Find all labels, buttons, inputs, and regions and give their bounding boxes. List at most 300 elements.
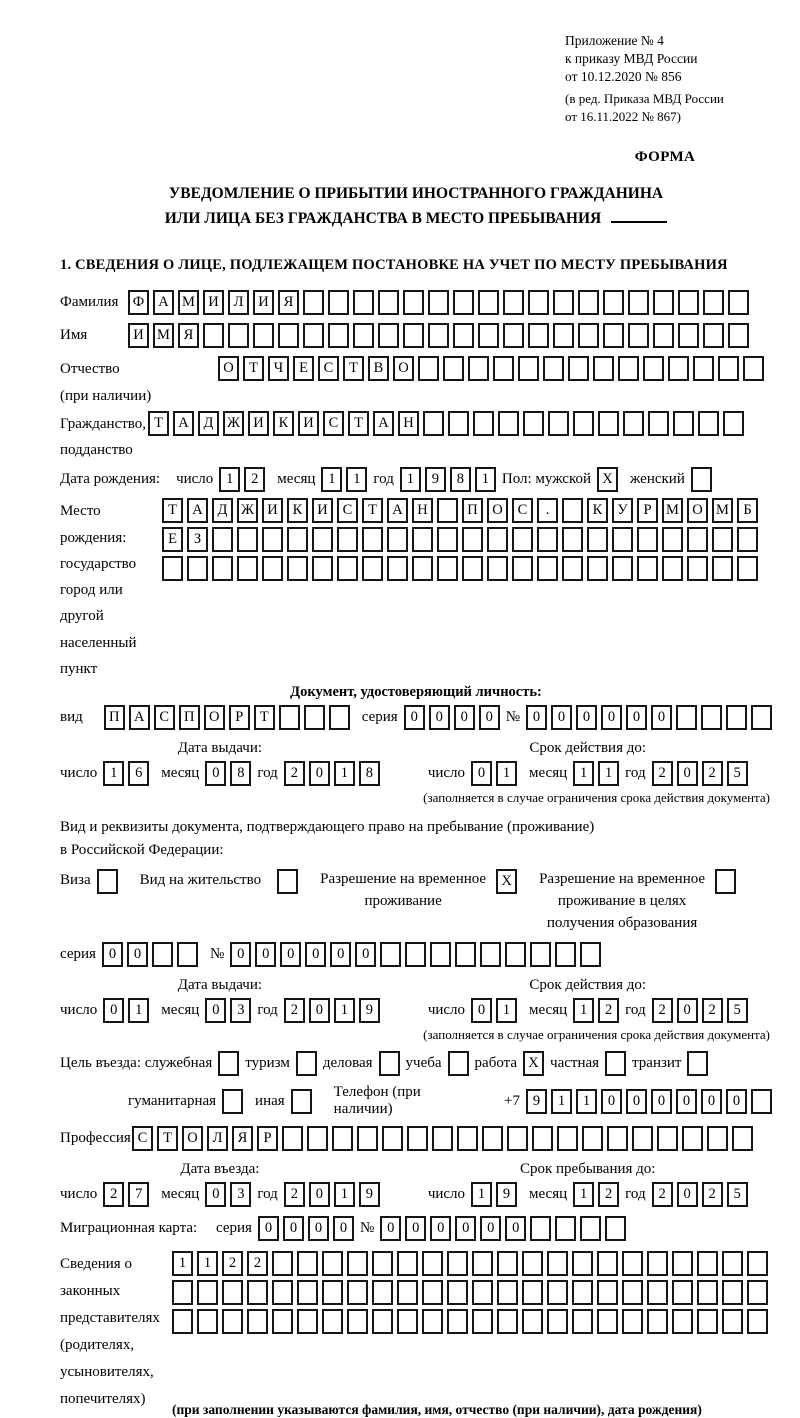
- char-cell[interactable]: 0: [308, 1216, 329, 1241]
- char-cell[interactable]: 1: [576, 1089, 597, 1114]
- char-cell[interactable]: [197, 1280, 218, 1305]
- char-cell[interactable]: И: [312, 498, 333, 523]
- char-cell[interactable]: [722, 1251, 743, 1276]
- char-cell[interactable]: П: [462, 498, 483, 523]
- char-cell[interactable]: [548, 411, 569, 436]
- char-cell[interactable]: 1: [400, 467, 421, 492]
- char-cell[interactable]: [203, 323, 224, 348]
- char-cell[interactable]: 0: [333, 1216, 354, 1241]
- char-cell[interactable]: [462, 556, 483, 581]
- char-cell[interactable]: 2: [222, 1251, 243, 1276]
- char-cell[interactable]: [678, 323, 699, 348]
- char-cell[interactable]: [628, 290, 649, 315]
- char-cell[interactable]: 0: [726, 1089, 747, 1114]
- char-cell[interactable]: 0: [280, 942, 301, 967]
- char-cell[interactable]: 0: [103, 998, 124, 1023]
- char-cell[interactable]: 2: [103, 1182, 124, 1207]
- char-cell[interactable]: [718, 356, 739, 381]
- char-cell[interactable]: 1: [172, 1251, 193, 1276]
- checkbox-cell[interactable]: [715, 869, 736, 894]
- char-cell[interactable]: [412, 527, 433, 552]
- char-cell[interactable]: Т: [148, 411, 169, 436]
- char-cell[interactable]: [697, 1309, 718, 1334]
- char-cell[interactable]: 1: [346, 467, 367, 492]
- char-cell[interactable]: [505, 942, 526, 967]
- char-cell[interactable]: А: [373, 411, 394, 436]
- char-cell[interactable]: 5: [727, 998, 748, 1023]
- char-cell[interactable]: 2: [284, 998, 305, 1023]
- char-cell[interactable]: [382, 1126, 403, 1151]
- char-cell[interactable]: [518, 356, 539, 381]
- char-cell[interactable]: [362, 556, 383, 581]
- char-cell[interactable]: [272, 1251, 293, 1276]
- char-cell[interactable]: [437, 498, 458, 523]
- char-cell[interactable]: 8: [359, 761, 380, 786]
- char-cell[interactable]: 0: [205, 998, 226, 1023]
- char-cell[interactable]: Т: [254, 705, 275, 730]
- char-cell[interactable]: [557, 1126, 578, 1151]
- char-cell[interactable]: Я: [232, 1126, 253, 1151]
- char-cell[interactable]: Н: [412, 498, 433, 523]
- char-cell[interactable]: 0: [309, 998, 330, 1023]
- char-cell[interactable]: 2: [244, 467, 265, 492]
- char-cell[interactable]: 0: [471, 998, 492, 1023]
- char-cell[interactable]: [303, 290, 324, 315]
- char-cell[interactable]: 0: [230, 942, 251, 967]
- char-cell[interactable]: [532, 1126, 553, 1151]
- char-cell[interactable]: О: [393, 356, 414, 381]
- checkbox-cell[interactable]: [97, 869, 118, 894]
- checkbox-cell[interactable]: [222, 1089, 243, 1114]
- char-cell[interactable]: И: [262, 498, 283, 523]
- char-cell[interactable]: А: [129, 705, 150, 730]
- char-cell[interactable]: 0: [258, 1216, 279, 1241]
- char-cell[interactable]: [503, 323, 524, 348]
- char-cell[interactable]: [478, 323, 499, 348]
- char-cell[interactable]: К: [587, 498, 608, 523]
- char-cell[interactable]: 0: [102, 942, 123, 967]
- char-cell[interactable]: 0: [305, 942, 326, 967]
- char-cell[interactable]: [362, 527, 383, 552]
- char-cell[interactable]: 1: [573, 998, 594, 1023]
- char-cell[interactable]: 9: [359, 1182, 380, 1207]
- char-cell[interactable]: [698, 411, 719, 436]
- char-cell[interactable]: [528, 323, 549, 348]
- char-cell[interactable]: П: [104, 705, 125, 730]
- char-cell[interactable]: [737, 527, 758, 552]
- char-cell[interactable]: [328, 323, 349, 348]
- char-cell[interactable]: [453, 290, 474, 315]
- checkbox-cell[interactable]: [277, 869, 298, 894]
- char-cell[interactable]: [572, 1280, 593, 1305]
- char-cell[interactable]: [378, 290, 399, 315]
- char-cell[interactable]: [253, 323, 274, 348]
- char-cell[interactable]: [580, 942, 601, 967]
- char-cell[interactable]: 0: [430, 1216, 451, 1241]
- char-cell[interactable]: [418, 356, 439, 381]
- char-cell[interactable]: [597, 1251, 618, 1276]
- char-cell[interactable]: М: [712, 498, 733, 523]
- char-cell[interactable]: [687, 556, 708, 581]
- char-cell[interactable]: [562, 556, 583, 581]
- char-cell[interactable]: [328, 290, 349, 315]
- char-cell[interactable]: 2: [598, 998, 619, 1023]
- char-cell[interactable]: Б: [737, 498, 758, 523]
- char-cell[interactable]: [726, 705, 747, 730]
- char-cell[interactable]: Т: [362, 498, 383, 523]
- char-cell[interactable]: 1: [103, 761, 124, 786]
- char-cell[interactable]: [722, 1309, 743, 1334]
- char-cell[interactable]: [603, 290, 624, 315]
- char-cell[interactable]: [598, 411, 619, 436]
- char-cell[interactable]: 1: [573, 1182, 594, 1207]
- char-cell[interactable]: [222, 1309, 243, 1334]
- char-cell[interactable]: [287, 556, 308, 581]
- char-cell[interactable]: [372, 1309, 393, 1334]
- char-cell[interactable]: 0: [255, 942, 276, 967]
- char-cell[interactable]: [397, 1280, 418, 1305]
- char-cell[interactable]: Ч: [268, 356, 289, 381]
- char-cell[interactable]: 8: [230, 761, 251, 786]
- char-cell[interactable]: [703, 290, 724, 315]
- char-cell[interactable]: 2: [652, 998, 673, 1023]
- char-cell[interactable]: Е: [162, 527, 183, 552]
- char-cell[interactable]: [523, 411, 544, 436]
- char-cell[interactable]: [172, 1280, 193, 1305]
- checkbox-cell[interactable]: [379, 1051, 400, 1076]
- char-cell[interactable]: [612, 527, 633, 552]
- char-cell[interactable]: [512, 556, 533, 581]
- char-cell[interactable]: А: [153, 290, 174, 315]
- char-cell[interactable]: 1: [598, 761, 619, 786]
- char-cell[interactable]: [555, 942, 576, 967]
- char-cell[interactable]: [372, 1251, 393, 1276]
- char-cell[interactable]: [568, 356, 589, 381]
- char-cell[interactable]: [582, 1126, 603, 1151]
- char-cell[interactable]: [282, 1126, 303, 1151]
- char-cell[interactable]: [237, 556, 258, 581]
- char-cell[interactable]: [480, 942, 501, 967]
- char-cell[interactable]: Р: [637, 498, 658, 523]
- char-cell[interactable]: [403, 290, 424, 315]
- char-cell[interactable]: [462, 527, 483, 552]
- char-cell[interactable]: [447, 1280, 468, 1305]
- char-cell[interactable]: О: [218, 356, 239, 381]
- char-cell[interactable]: Т: [157, 1126, 178, 1151]
- char-cell[interactable]: 2: [598, 1182, 619, 1207]
- char-cell[interactable]: [622, 1251, 643, 1276]
- char-cell[interactable]: [472, 1309, 493, 1334]
- char-cell[interactable]: [287, 527, 308, 552]
- char-cell[interactable]: [228, 323, 249, 348]
- char-cell[interactable]: 1: [219, 467, 240, 492]
- char-cell[interactable]: 1: [496, 761, 517, 786]
- char-cell[interactable]: 0: [651, 1089, 672, 1114]
- char-cell[interactable]: [297, 1309, 318, 1334]
- char-cell[interactable]: [712, 556, 733, 581]
- char-cell[interactable]: Н: [398, 411, 419, 436]
- char-cell[interactable]: [297, 1280, 318, 1305]
- char-cell[interactable]: [347, 1251, 368, 1276]
- char-cell[interactable]: [703, 323, 724, 348]
- char-cell[interactable]: [728, 323, 749, 348]
- char-cell[interactable]: 0: [355, 942, 376, 967]
- char-cell[interactable]: 0: [651, 705, 672, 730]
- char-cell[interactable]: [747, 1280, 768, 1305]
- char-cell[interactable]: [676, 705, 697, 730]
- char-cell[interactable]: 3: [230, 998, 251, 1023]
- char-cell[interactable]: [728, 290, 749, 315]
- char-cell[interactable]: [422, 1309, 443, 1334]
- char-cell[interactable]: [578, 323, 599, 348]
- char-cell[interactable]: 2: [652, 761, 673, 786]
- char-cell[interactable]: [662, 556, 683, 581]
- char-cell[interactable]: [723, 411, 744, 436]
- char-cell[interactable]: [332, 1126, 353, 1151]
- char-cell[interactable]: [187, 556, 208, 581]
- char-cell[interactable]: [553, 290, 574, 315]
- char-cell[interactable]: [580, 1216, 601, 1241]
- char-cell[interactable]: [493, 356, 514, 381]
- char-cell[interactable]: [443, 356, 464, 381]
- char-cell[interactable]: [329, 705, 350, 730]
- char-cell[interactable]: О: [687, 498, 708, 523]
- char-cell[interactable]: [378, 323, 399, 348]
- char-cell[interactable]: .: [537, 498, 558, 523]
- char-cell[interactable]: 0: [405, 1216, 426, 1241]
- char-cell[interactable]: 1: [334, 998, 355, 1023]
- char-cell[interactable]: [272, 1309, 293, 1334]
- char-cell[interactable]: 8: [450, 467, 471, 492]
- char-cell[interactable]: К: [273, 411, 294, 436]
- char-cell[interactable]: [673, 411, 694, 436]
- char-cell[interactable]: М: [178, 290, 199, 315]
- char-cell[interactable]: [682, 1126, 703, 1151]
- char-cell[interactable]: [297, 1251, 318, 1276]
- char-cell[interactable]: [637, 527, 658, 552]
- char-cell[interactable]: [397, 1251, 418, 1276]
- char-cell[interactable]: [312, 527, 333, 552]
- char-cell[interactable]: [587, 556, 608, 581]
- char-cell[interactable]: [647, 1280, 668, 1305]
- char-cell[interactable]: [737, 556, 758, 581]
- char-cell[interactable]: 1: [573, 761, 594, 786]
- char-cell[interactable]: [307, 1126, 328, 1151]
- char-cell[interactable]: Т: [162, 498, 183, 523]
- char-cell[interactable]: И: [203, 290, 224, 315]
- char-cell[interactable]: [672, 1280, 693, 1305]
- char-cell[interactable]: [337, 527, 358, 552]
- char-cell[interactable]: Ж: [237, 498, 258, 523]
- char-cell[interactable]: [647, 1251, 668, 1276]
- char-cell[interactable]: А: [387, 498, 408, 523]
- char-cell[interactable]: [372, 1280, 393, 1305]
- char-cell[interactable]: [322, 1251, 343, 1276]
- char-cell[interactable]: [172, 1309, 193, 1334]
- char-cell[interactable]: [487, 556, 508, 581]
- char-cell[interactable]: [747, 1251, 768, 1276]
- char-cell[interactable]: [212, 556, 233, 581]
- char-cell[interactable]: [498, 411, 519, 436]
- char-cell[interactable]: [555, 1216, 576, 1241]
- char-cell[interactable]: 0: [601, 1089, 622, 1114]
- char-cell[interactable]: [573, 411, 594, 436]
- char-cell[interactable]: [522, 1251, 543, 1276]
- char-cell[interactable]: [473, 411, 494, 436]
- char-cell[interactable]: [472, 1251, 493, 1276]
- char-cell[interactable]: [237, 527, 258, 552]
- char-cell[interactable]: [478, 290, 499, 315]
- char-cell[interactable]: [437, 527, 458, 552]
- char-cell[interactable]: 0: [380, 1216, 401, 1241]
- char-cell[interactable]: [622, 1309, 643, 1334]
- char-cell[interactable]: 1: [321, 467, 342, 492]
- char-cell[interactable]: [712, 527, 733, 552]
- char-cell[interactable]: [678, 290, 699, 315]
- char-cell[interactable]: [422, 1280, 443, 1305]
- char-cell[interactable]: 1: [551, 1089, 572, 1114]
- char-cell[interactable]: 0: [526, 705, 547, 730]
- char-cell[interactable]: 9: [359, 998, 380, 1023]
- char-cell[interactable]: [380, 942, 401, 967]
- char-cell[interactable]: [707, 1126, 728, 1151]
- char-cell[interactable]: [212, 527, 233, 552]
- char-cell[interactable]: [562, 527, 583, 552]
- char-cell[interactable]: А: [187, 498, 208, 523]
- char-cell[interactable]: [632, 1126, 653, 1151]
- char-cell[interactable]: [337, 556, 358, 581]
- char-cell[interactable]: [447, 1251, 468, 1276]
- char-cell[interactable]: [672, 1251, 693, 1276]
- char-cell[interactable]: [597, 1309, 618, 1334]
- char-cell[interactable]: [653, 290, 674, 315]
- char-cell[interactable]: 1: [334, 761, 355, 786]
- char-cell[interactable]: [472, 1280, 493, 1305]
- char-cell[interactable]: [628, 323, 649, 348]
- checkbox-cell[interactable]: [605, 1051, 626, 1076]
- char-cell[interactable]: [247, 1280, 268, 1305]
- char-cell[interactable]: 0: [551, 705, 572, 730]
- char-cell[interactable]: Л: [207, 1126, 228, 1151]
- char-cell[interactable]: 3: [230, 1182, 251, 1207]
- char-cell[interactable]: [672, 1309, 693, 1334]
- char-cell[interactable]: [422, 1251, 443, 1276]
- char-cell[interactable]: [262, 527, 283, 552]
- char-cell[interactable]: Ж: [223, 411, 244, 436]
- char-cell[interactable]: [607, 1126, 628, 1151]
- char-cell[interactable]: [722, 1280, 743, 1305]
- char-cell[interactable]: [397, 1309, 418, 1334]
- char-cell[interactable]: С: [318, 356, 339, 381]
- char-cell[interactable]: [432, 1126, 453, 1151]
- char-cell[interactable]: Я: [178, 323, 199, 348]
- char-cell[interactable]: 5: [727, 1182, 748, 1207]
- char-cell[interactable]: [387, 527, 408, 552]
- char-cell[interactable]: 0: [480, 1216, 501, 1241]
- char-cell[interactable]: [497, 1309, 518, 1334]
- char-cell[interactable]: 9: [425, 467, 446, 492]
- checkbox-cell[interactable]: [291, 1089, 312, 1114]
- char-cell[interactable]: [572, 1309, 593, 1334]
- char-cell[interactable]: [697, 1251, 718, 1276]
- char-cell[interactable]: [572, 1251, 593, 1276]
- char-cell[interactable]: [547, 1280, 568, 1305]
- char-cell[interactable]: [353, 323, 374, 348]
- char-cell[interactable]: [701, 705, 722, 730]
- char-cell[interactable]: И: [253, 290, 274, 315]
- checkbox-cell[interactable]: [448, 1051, 469, 1076]
- char-cell[interactable]: [322, 1309, 343, 1334]
- char-cell[interactable]: Я: [278, 290, 299, 315]
- char-cell[interactable]: 9: [496, 1182, 517, 1207]
- char-cell[interactable]: 0: [677, 761, 698, 786]
- char-cell[interactable]: 0: [309, 1182, 330, 1207]
- char-cell[interactable]: [622, 1280, 643, 1305]
- char-cell[interactable]: [322, 1280, 343, 1305]
- char-cell[interactable]: 2: [702, 998, 723, 1023]
- char-cell[interactable]: [405, 942, 426, 967]
- char-cell[interactable]: 1: [197, 1251, 218, 1276]
- char-cell[interactable]: [522, 1280, 543, 1305]
- char-cell[interactable]: [657, 1126, 678, 1151]
- char-cell[interactable]: 1: [475, 467, 496, 492]
- char-cell[interactable]: [537, 527, 558, 552]
- char-cell[interactable]: [647, 1309, 668, 1334]
- char-cell[interactable]: 0: [455, 1216, 476, 1241]
- char-cell[interactable]: [643, 356, 664, 381]
- char-cell[interactable]: С: [512, 498, 533, 523]
- char-cell[interactable]: 2: [284, 1182, 305, 1207]
- char-cell[interactable]: 0: [471, 761, 492, 786]
- char-cell[interactable]: 2: [652, 1182, 673, 1207]
- char-cell[interactable]: 0: [429, 705, 450, 730]
- char-cell[interactable]: [447, 1309, 468, 1334]
- char-cell[interactable]: Е: [293, 356, 314, 381]
- char-cell[interactable]: Д: [198, 411, 219, 436]
- char-cell[interactable]: 0: [330, 942, 351, 967]
- char-cell[interactable]: [303, 323, 324, 348]
- char-cell[interactable]: [304, 705, 325, 730]
- char-cell[interactable]: [578, 290, 599, 315]
- char-cell[interactable]: [668, 356, 689, 381]
- char-cell[interactable]: М: [662, 498, 683, 523]
- char-cell[interactable]: [653, 323, 674, 348]
- char-cell[interactable]: [412, 556, 433, 581]
- char-cell[interactable]: [448, 411, 469, 436]
- char-cell[interactable]: Т: [348, 411, 369, 436]
- char-cell[interactable]: 0: [677, 1182, 698, 1207]
- char-cell[interactable]: [562, 498, 583, 523]
- checkbox-cell[interactable]: [218, 1051, 239, 1076]
- char-cell[interactable]: [732, 1126, 753, 1151]
- char-cell[interactable]: [497, 1280, 518, 1305]
- char-cell[interactable]: [648, 411, 669, 436]
- char-cell[interactable]: И: [298, 411, 319, 436]
- char-cell[interactable]: 7: [128, 1182, 149, 1207]
- char-cell[interactable]: О: [204, 705, 225, 730]
- char-cell[interactable]: [177, 942, 198, 967]
- char-cell[interactable]: [262, 556, 283, 581]
- char-cell[interactable]: 0: [454, 705, 475, 730]
- char-cell[interactable]: [618, 356, 639, 381]
- char-cell[interactable]: [623, 411, 644, 436]
- char-cell[interactable]: Р: [229, 705, 250, 730]
- char-cell[interactable]: 1: [334, 1182, 355, 1207]
- char-cell[interactable]: 0: [205, 761, 226, 786]
- char-cell[interactable]: [353, 290, 374, 315]
- char-cell[interactable]: Д: [212, 498, 233, 523]
- char-cell[interactable]: [468, 356, 489, 381]
